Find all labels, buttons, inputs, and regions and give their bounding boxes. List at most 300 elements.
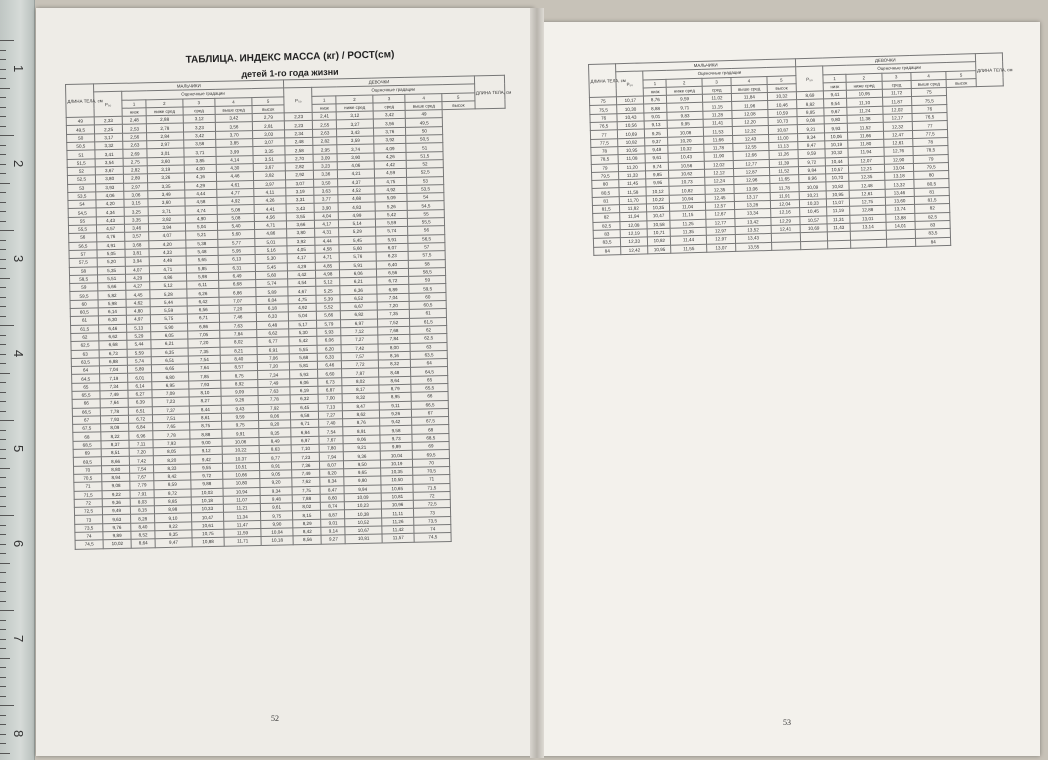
table-cell: 4,43 (96, 216, 124, 225)
table-cell: 6,42 (187, 297, 220, 306)
table-cell: 12,04 (770, 200, 799, 209)
ruler-tick (0, 392, 6, 393)
table-cell: 11,84 (732, 93, 768, 102)
table-cell: 61,5 (410, 317, 447, 326)
table-cell: 6,07 (376, 243, 409, 252)
table-cell: 3,56 (373, 119, 406, 128)
ruler-tick (0, 620, 6, 621)
table-cell: 8,61 (189, 413, 222, 422)
table-cell: 74,5 (414, 533, 451, 542)
table-cell: 12,87 (734, 167, 770, 176)
table-cell: 12,97 (706, 235, 735, 244)
table-cell: 53 (68, 183, 96, 192)
grade-number: 3 (373, 94, 406, 103)
table-cell: 69,5 (73, 457, 101, 466)
table-cell: 8,42 (154, 472, 191, 481)
table-cell: 7,37 (152, 406, 189, 415)
table-cell: 9,21 (797, 124, 824, 133)
table-cell: 13,28 (735, 201, 771, 210)
table-cell: 8,76 (343, 418, 380, 427)
table-cell: 10,20 (668, 136, 704, 145)
table-cell: 5,40 (218, 222, 255, 231)
table-cell: 7,94 (320, 452, 344, 461)
table-cell: 8,80 (102, 465, 130, 474)
table-cell: 11,59 (224, 529, 261, 538)
table-cell: 65 (72, 383, 100, 392)
table-cell: 50 (67, 134, 95, 143)
table-cell: 5,74 (256, 279, 289, 288)
table-cell: 77,5 (912, 129, 948, 138)
table-cell: 3,06 (124, 191, 148, 200)
page-title: ТАБЛИЦА. ИНДЕКС МАССА (кг) / РОСТ(см) (185, 49, 395, 66)
table-cell: 10,52 (345, 518, 382, 527)
grade-number: 1 (823, 74, 846, 83)
table-cell: 12,16 (770, 208, 799, 217)
ruler-tick (0, 116, 6, 117)
p50-header: P₅₀ (94, 92, 123, 117)
table-cell: 3,50 (314, 178, 338, 187)
table-cell: 4,06 (337, 161, 374, 170)
table-cell: 82 (914, 204, 950, 213)
table-cell: 2,82 (286, 162, 314, 171)
table-cell: 3,09 (313, 153, 337, 162)
table-cell: 2,78 (146, 124, 183, 133)
measuring-ruler (0, 0, 35, 760)
table-cell: 10,57 (800, 216, 827, 225)
table-cell: 3,63 (314, 187, 338, 196)
table-cell: 5,30 (255, 254, 288, 263)
table-cell: 9,91 (222, 429, 259, 438)
table-cell: 2,89 (124, 174, 148, 183)
p50-header: P₅₀ (284, 88, 313, 113)
table-cell: 83 (915, 220, 951, 229)
table-cell: 4,71 (316, 253, 340, 262)
table-cell: 5,13 (127, 323, 151, 332)
table-cell: 11,26 (382, 517, 415, 526)
table-cell: 8,37 (101, 440, 129, 449)
table-cell: 11,19 (827, 207, 850, 216)
table-cell: 6,40 (376, 260, 409, 269)
table-cell: 9,13 (644, 120, 667, 129)
table-cell: 12,24 (705, 177, 734, 186)
table-cell: 4,21 (338, 169, 375, 178)
table-cell: 4,14 (216, 155, 253, 164)
table-cell: 83 (593, 230, 620, 239)
table-cell: 7,52 (377, 318, 410, 327)
table-cell: 12,08 (732, 109, 768, 118)
table-cell: 8,47 (342, 402, 379, 411)
table-cell: 8,17 (342, 385, 379, 394)
table-cell: 6,19 (290, 386, 318, 395)
ruler-tick (0, 268, 6, 269)
ruler-tick (0, 145, 6, 146)
table-cell: 8,34 (320, 477, 344, 486)
table-cell: 11,26 (769, 150, 798, 159)
table-cell: 5,14 (339, 219, 376, 228)
table-cell: 59 (409, 276, 446, 285)
table-cell: 59 (70, 283, 98, 292)
table-cell: 9,11 (379, 401, 412, 410)
table-cell: 7,54 (188, 355, 221, 364)
table-cell: 6,49 (219, 271, 256, 280)
table-cell: 4,44 (184, 189, 217, 198)
table-cell: 9,48 (260, 495, 293, 504)
table-cell: 11,04 (670, 202, 706, 211)
table-cell: 8,21 (220, 346, 257, 355)
table-cell: 8,49 (259, 437, 292, 446)
table-cell: 9,76 (103, 523, 131, 532)
ruler-tick (0, 506, 6, 507)
table-cell: 7,34 (257, 370, 290, 379)
ruler-tick (0, 430, 6, 431)
table-cell: 10,80 (223, 479, 260, 488)
table-cell: 11,53 (703, 127, 732, 136)
table-cell: 6,72 (129, 415, 153, 424)
table-cell: 4,85 (316, 261, 340, 270)
table-cell: 7,49 (258, 379, 291, 388)
table-cell: 8,72 (154, 489, 191, 498)
table-cell: 6,97 (341, 319, 378, 328)
table-cell: 8,98 (154, 505, 191, 514)
table-cell: 3,92 (374, 135, 407, 144)
table-cell: 10,08 (668, 128, 704, 137)
table-cell: 4,42 (288, 270, 316, 279)
table-cell: 3,71 (148, 206, 185, 215)
table-cell: 4,86 (255, 229, 288, 238)
table-cell: 57 (69, 250, 97, 259)
table-cell: 4,92 (217, 197, 254, 206)
table-cell: 9,55 (190, 463, 223, 472)
table-cell: 49 (406, 110, 443, 119)
grade-number: 5 (946, 70, 976, 79)
ruler-tick (0, 297, 6, 298)
table-cell: 74,5 (75, 540, 103, 549)
table-cell: 11,90 (704, 152, 733, 161)
table-cell: 73,5 (414, 516, 451, 525)
table-cell: 9,73 (380, 434, 413, 443)
table-cell: 5,77 (218, 238, 255, 247)
table-cell: 10,82 (669, 186, 705, 195)
table-cell: 6,21 (151, 339, 188, 348)
table-cell: 55 (68, 217, 96, 226)
table-cell: 10,88 (192, 538, 225, 547)
table-cell: 2,56 (123, 133, 147, 142)
table-cell: 5,12 (150, 281, 187, 290)
table-cell: 3,35 (253, 146, 286, 155)
table-cell: 11,21 (224, 504, 261, 513)
table-cell: 10,69 (800, 224, 827, 233)
table-cell: 12,75 (849, 197, 885, 206)
table-cell: 52 (67, 167, 95, 176)
table-cell: 2,53 (123, 124, 147, 133)
table-cell: 5,29 (127, 332, 151, 341)
table-cell: 2,34 (285, 129, 313, 138)
table-cell: 5,42 (289, 336, 317, 345)
table-cell: 8,76 (644, 96, 667, 105)
table-cell: 5,12 (316, 278, 340, 287)
table-cell: 13,32 (884, 180, 913, 189)
table-cell: 6,58 (291, 411, 319, 420)
table-cell: 12,32 (732, 126, 768, 135)
table-cell (771, 241, 800, 250)
table-cell: 81 (592, 196, 619, 205)
table-cell: 79,5 (592, 172, 619, 181)
boys-header: МАЛЬЧИКИ (94, 80, 284, 92)
table-cell: 7,40 (319, 419, 343, 428)
table-cell: 5,44 (150, 298, 187, 307)
table-cell: 8,29 (293, 519, 321, 528)
grade-number: 4 (405, 93, 442, 102)
table-cell: 57,5 (408, 251, 445, 260)
table-cell: 2,69 (123, 149, 147, 158)
grade-label: высок (252, 105, 285, 114)
table-cell: 4,57 (97, 224, 125, 233)
table-cell: 7,04 (100, 365, 128, 374)
ruler-number: 2 (11, 160, 26, 168)
table-cell: 6,80 (152, 372, 189, 381)
table-cell: 13,06 (734, 184, 770, 193)
table-cell: 6,82 (341, 310, 378, 319)
table-cell: 6,87 (318, 386, 342, 395)
table-cell: 66,5 (412, 400, 449, 409)
table-cell: 66,5 (72, 407, 100, 416)
table-cell: 6,51 (151, 356, 188, 365)
table-cell: 3,58 (183, 139, 216, 148)
ruler-tick (0, 686, 6, 687)
table-cell: 71,5 (413, 483, 450, 492)
table-cell: 6,21 (340, 277, 377, 286)
table-cell: 9,09 (221, 388, 258, 397)
table-cell: 8,40 (220, 354, 257, 363)
table-cell: 9,89 (103, 531, 131, 540)
table-cell: 54,5 (407, 201, 444, 210)
table-cell: 10,82 (648, 236, 671, 245)
table-cell: 3,82 (148, 215, 185, 224)
table-cell: 4,07 (149, 231, 186, 240)
table-cell: 9,61 (260, 503, 293, 512)
table-cell: 5,65 (186, 256, 219, 265)
table-cell: 4,75 (288, 295, 316, 304)
table-cell: 10,04 (380, 451, 413, 460)
table-cell: 8,20 (320, 469, 344, 478)
table-cell: 5,48 (186, 247, 219, 256)
table-cell: 10,18 (261, 536, 294, 545)
table-cell: 75 (911, 88, 947, 97)
table-cell: 11,31 (827, 215, 850, 224)
grade-label: выше сред (215, 105, 252, 114)
table-cell: 3,12 (336, 111, 373, 120)
table-cell: 5,93 (317, 328, 341, 337)
table-cell: 8,75 (189, 421, 222, 430)
table-cell: 3,77 (314, 195, 338, 204)
table-cell: 5,59 (150, 306, 187, 315)
table-cell: 10,73 (669, 177, 705, 186)
length-header: ДЛИНА ТЕЛА, см (474, 75, 505, 109)
table-cell: 7,67 (130, 473, 154, 482)
table-cell: 6,96 (129, 431, 153, 440)
table-cell: 50,5 (406, 135, 443, 144)
table-cell: 10,02 (103, 540, 131, 549)
table-cell: 4,30 (216, 164, 253, 173)
table-cell: 64 (71, 366, 99, 375)
ruler-number: 8 (11, 730, 26, 738)
table-cell: 58,5 (70, 275, 98, 284)
table-cell: 3,25 (124, 207, 148, 216)
table-cell: 7,93 (101, 415, 129, 424)
table-cell: 8,95 (797, 108, 824, 117)
table-cell: 5,08 (217, 213, 254, 222)
table-cell: 3,12 (183, 115, 216, 124)
table-cell: 10,43 (668, 153, 704, 162)
table-cell: 9,49 (102, 506, 130, 515)
table-cell: 11,71 (224, 537, 261, 546)
table-cell: 69 (412, 442, 449, 451)
table-cell: 7,62 (292, 477, 320, 486)
table-cell: 3,67 (253, 163, 286, 172)
table-cell: 73,5 (75, 524, 103, 533)
table-cell: 13,43 (735, 234, 771, 243)
table-cell: 2,23 (285, 113, 313, 122)
table-cell: 9,83 (667, 111, 703, 120)
table-cell: 5,28 (150, 289, 187, 298)
table-cell: 7,54 (319, 427, 343, 436)
table-cell: 7,84 (220, 329, 257, 338)
table-cell: 4,71 (149, 265, 186, 274)
table-cell: 64 (411, 359, 448, 368)
table-cell: 6,06 (317, 336, 341, 345)
ruler-tick (0, 582, 6, 583)
table-cell: 79 (913, 154, 949, 163)
table-cell: 4,06 (96, 191, 124, 200)
table-cell: 8,02 (220, 338, 257, 347)
table-cell: 3,07 (286, 179, 314, 188)
table-cell: 4,04 (315, 212, 339, 221)
table-cell: 5,25 (316, 286, 340, 295)
ruler-tick (0, 477, 6, 478)
ruler-tick (0, 221, 6, 222)
table-cell: 4,52 (338, 186, 375, 195)
table-cell: 10,23 (345, 501, 382, 510)
table-cell: 9,20 (260, 478, 293, 487)
table-cell: 5,74 (376, 227, 409, 236)
ruler-number: 4 (11, 350, 26, 358)
table-cell: 8,16 (378, 351, 411, 360)
table-cell: 10,47 (647, 212, 670, 221)
table-cell: 9,75 (222, 421, 259, 430)
table-cell: 58,5 (409, 267, 446, 276)
table-cell: 9,36 (344, 451, 381, 460)
table-cell: 3,92 (287, 237, 315, 246)
table-cell: 9,71 (667, 103, 703, 112)
table-cell: 11,66 (703, 135, 732, 144)
table-cell: 7,35 (188, 347, 221, 356)
table-cell: 51 (406, 143, 443, 152)
table-cell: 76 (912, 104, 948, 113)
table-cell: 6,18 (256, 304, 289, 313)
table-cell: 74 (414, 525, 451, 534)
table-cell: 6,84 (129, 423, 153, 432)
table-cell: 6,14 (98, 307, 126, 316)
table-cell: 6,86 (219, 288, 256, 297)
table-cell: 5,90 (151, 323, 188, 332)
table-cell: 6,33 (256, 312, 289, 321)
table-cell: 6,73 (318, 377, 342, 386)
table-cell: 70 (74, 465, 102, 474)
ruler-number: 3 (11, 255, 26, 263)
table-cell: 9,26 (379, 409, 412, 418)
table-cell: 65,5 (411, 384, 448, 393)
table-cell: 2,25 (94, 125, 122, 134)
table-cell: 9,90 (261, 520, 294, 529)
table-cell: 8,87 (321, 510, 345, 519)
table-cell: 4,42 (374, 160, 407, 169)
table-cell: 9,89 (380, 442, 413, 451)
table-cell: 2,70 (285, 154, 313, 163)
grade-number: 2 (146, 99, 183, 108)
table-cell: 11,07 (826, 198, 849, 207)
table-cell: 60,5 (70, 308, 98, 317)
table-cell: 4,26 (254, 196, 287, 205)
table-cell: 4,20 (149, 240, 186, 249)
table-cell: 7,92 (258, 403, 291, 412)
table-cell: 81 (914, 187, 950, 196)
table-cell: 4,05 (287, 245, 315, 254)
grade-label: сред (373, 102, 406, 111)
ruler-tick (0, 610, 14, 611)
table-cell: 10,56 (669, 161, 705, 170)
table-cell: 2,79 (252, 113, 285, 122)
table-cell: 68 (412, 425, 449, 434)
table-cell: 6,67 (340, 302, 377, 311)
table-cell (886, 238, 915, 247)
table-cell: 7,72 (342, 360, 379, 369)
table-cell: 4,09 (374, 144, 407, 153)
table-cell: 13,01 (850, 214, 886, 223)
table-cell: 9,12 (190, 446, 223, 455)
table-cell: 13,42 (735, 217, 771, 226)
table-cell: 6,71 (291, 419, 319, 428)
table-cell: 7,23 (152, 397, 189, 406)
table-cell: 4,59 (374, 169, 407, 178)
ruler-tick (0, 363, 6, 364)
table-cell: 8,60 (321, 494, 345, 503)
table-cell: 9,08 (102, 481, 130, 490)
table-cell: 10,46 (767, 100, 796, 109)
table-cell: 5,17 (289, 320, 317, 329)
table-cell: 3,99 (216, 147, 253, 156)
table-cell: 5,21 (185, 231, 218, 240)
table-cell: 3,46 (125, 224, 149, 233)
table-cell: 63,5 (411, 350, 448, 359)
table-cell: 50,5 (67, 142, 95, 151)
table-cell: 6,84 (291, 428, 319, 437)
table-cell: 3,67 (95, 166, 123, 175)
table-cell: 12,47 (883, 130, 912, 139)
table-cell: 63,5 (71, 358, 99, 367)
ruler-tick (0, 354, 6, 355)
table-cell: 78 (913, 137, 949, 146)
ruler-tick (0, 202, 6, 203)
table-cell: 77 (912, 121, 948, 130)
table-cell: 77,5 (591, 138, 618, 147)
table-cell: 10,33 (799, 199, 826, 208)
table-cell: 9,26 (221, 396, 258, 405)
table-cell: 4,98 (316, 270, 340, 279)
table-cell: 2,23 (285, 121, 313, 130)
table-cell: 8,51 (101, 448, 129, 457)
table-cell: 12,48 (849, 181, 885, 190)
table-cell: 57 (408, 243, 445, 252)
